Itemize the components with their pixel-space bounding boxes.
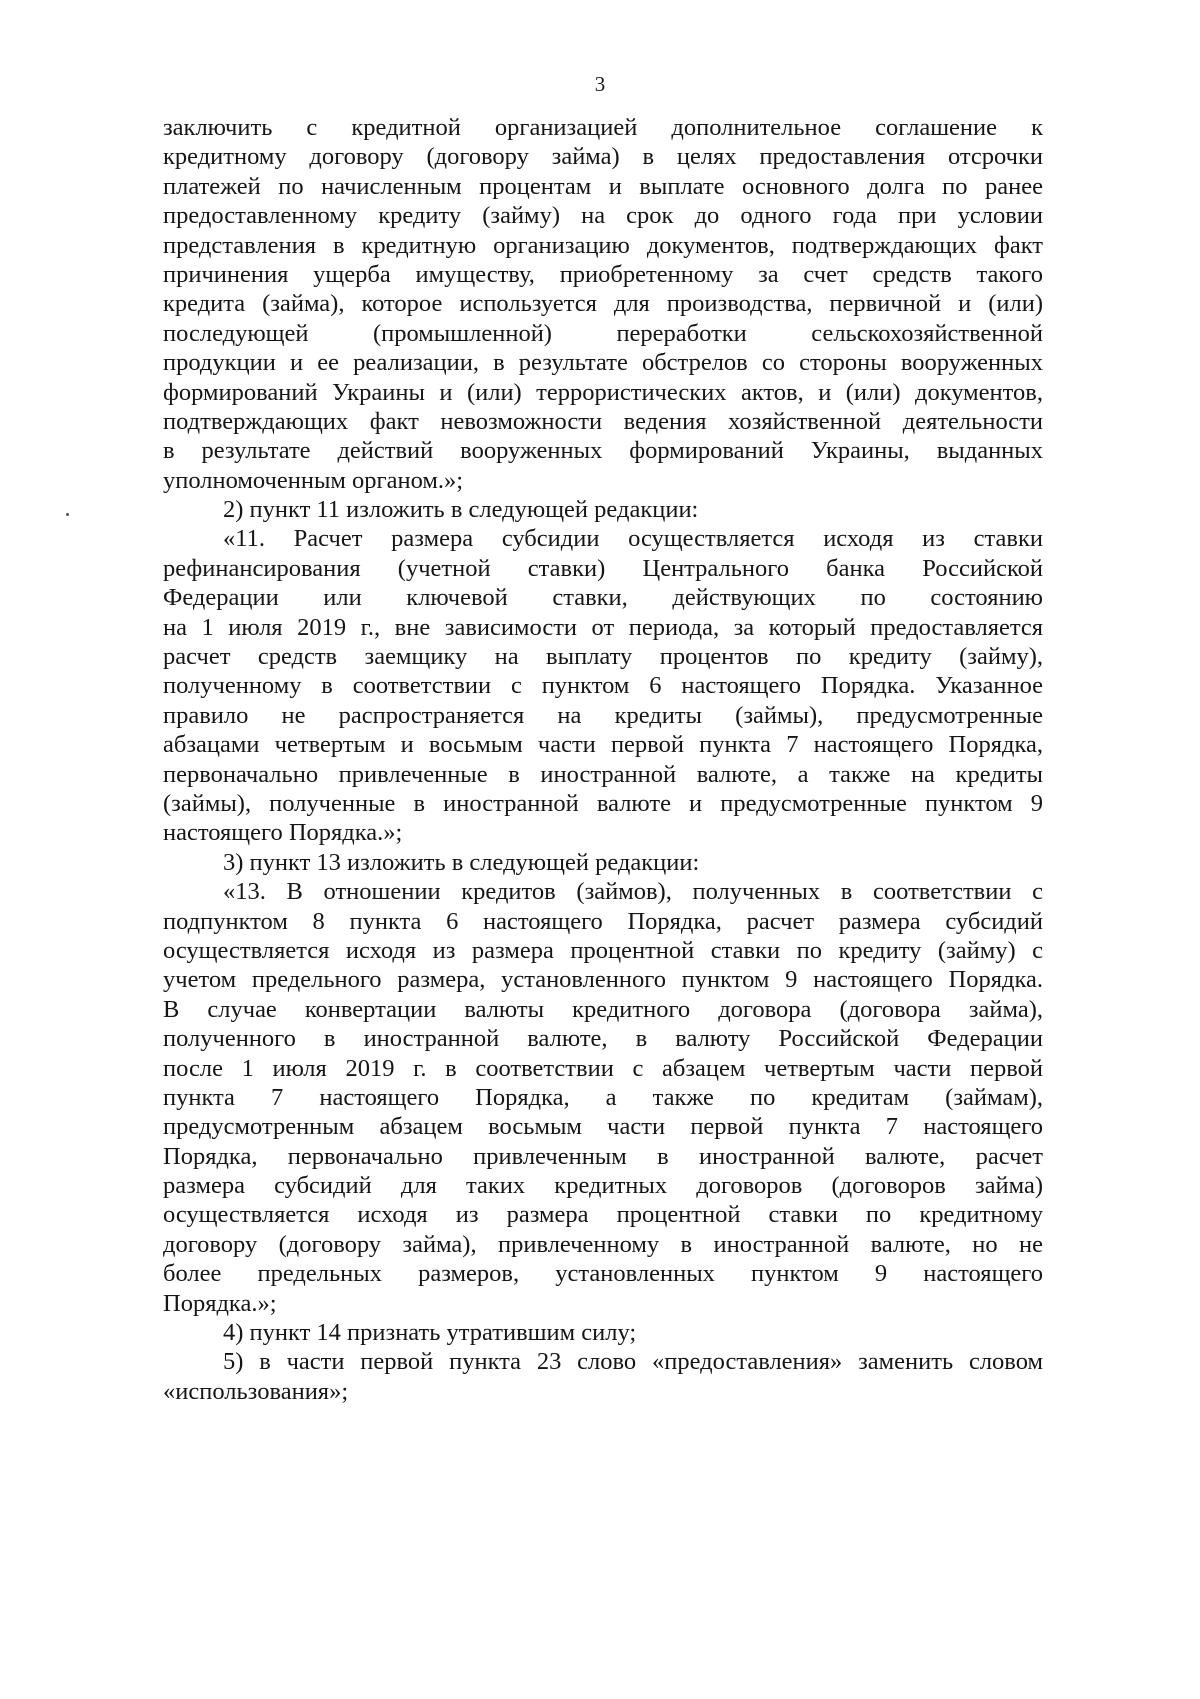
text-line: Федерации или ключевой ставки, действующих по состоянию <box>163 584 1043 612</box>
text-line: настоящего Порядка.»; <box>163 819 403 847</box>
text-line: полученному в соответствии с пунктом 6 настоящего Порядка. Указанное <box>163 672 1043 700</box>
text-line: В случае конвертации валюты кредитного договора (договора займа), <box>163 995 1043 1023</box>
text-line: подпунктом 8 пункта 6 настоящего Порядка, расчет размера субсидий <box>163 907 1043 935</box>
page-number: 3 <box>594 72 606 96</box>
text-line: заключить с кредитной организацией дополнительное соглашение к <box>163 114 1043 141</box>
text-line: кредитному договору (договору займа) в целях предоставления отсрочки <box>163 143 1043 171</box>
text-line: 2) пункт 11 изложить в следующей редакции: <box>223 496 699 524</box>
text-line: на 1 июля 2019 г., вне зависимости от периода, за который предоставляется <box>163 613 1043 641</box>
text-line: Порядка, первоначально привлеченным в иностранной валюте, расчет <box>163 1142 1043 1170</box>
text-line: после 1 июля 2019 г. в соответствии с абзацем четвертым части первой <box>163 1054 1043 1082</box>
text-line: «13. В отношении кредитов (займов), полученных в соответствии с <box>223 878 1043 906</box>
text-line: кредита (займа), которое используется для производства, первичной и (или) <box>163 290 1043 318</box>
text-line: договору (договору займа), привлеченному в иностранной валюте, но не <box>163 1230 1043 1258</box>
text-line: учетом предельного размера, установленного пунктом 9 настоящего Порядка. <box>163 966 1043 994</box>
text-line: Порядка.»; <box>163 1289 277 1317</box>
text-line: продукции и ее реализации, в результате обстрелов со стороны вооруженных <box>163 349 1043 377</box>
text-line: в результате действий вооруженных формирований Украины, выданных <box>163 437 1043 465</box>
text-line: причинения ущерба имуществу, приобретенному за счет средств такого <box>163 260 1043 288</box>
text-line: предоставленному кредиту (займу) на срок до одного года при условии <box>163 202 1043 230</box>
text-line: расчет средств заемщику на выплату процентов по кредиту (займу), <box>163 643 1043 671</box>
text-line: формирований Украины и (или) террористических актов, и (или) документов, <box>163 378 1043 406</box>
body-text <box>163 113 1043 1406</box>
text-line: (займы), полученные в иностранной валюте и предусмотренные пунктом 9 <box>163 789 1043 817</box>
text-line: подтверждающих факт невозможности ведения хозяйственной деятельности <box>163 407 1043 435</box>
text-line: абзацами четвертым и восьмым части первой пункта 7 настоящего Порядка, <box>163 731 1043 759</box>
text-line: первоначально привлеченные в иностранной валюте, а также на кредиты <box>163 760 1043 788</box>
text-line: предусмотренным абзацем восьмым части первой пункта 7 настоящего <box>163 1113 1043 1141</box>
text-line: «11. Расчет размера субсидии осуществляется исходя из ставки <box>223 525 1043 553</box>
text-line: представления в кредитную организацию документов, подтверждающих факт <box>163 231 1043 259</box>
text-line: осуществляется исходя из размера процентной ставки по кредитному <box>163 1201 1043 1229</box>
text-line: пункта 7 настоящего Порядка, а также по кредитам (займам), <box>163 1083 1043 1111</box>
text-line: правило не распространяется на кредиты (займы), предусмотренные <box>163 701 1043 729</box>
text-line: последующей (промышленной) переработки сельскохозяйственной <box>163 319 1043 347</box>
text-line: платежей по начисленным процентам и выплате основного долга по ранее <box>163 172 1043 200</box>
scan-speck <box>66 513 69 516</box>
text-line: рефинансирования (учетной ставки) Центрального банка Российской <box>163 554 1043 582</box>
text-line: «использования»; <box>163 1377 349 1405</box>
text-line: 4) пункт 14 признать утратившим силу; <box>223 1319 637 1347</box>
text-line: осуществляется исходя из размера процентной ставки по кредиту (займу) с <box>163 936 1043 964</box>
text-line: полученного в иностранной валюте, в валюту Российской Федерации <box>163 1025 1043 1053</box>
text-line: размера субсидий для таких кредитных договоров (договоров займа) <box>163 1172 1043 1200</box>
text-line: 5) в части первой пункта 23 слово «предоставления» заменить словом <box>223 1348 1043 1376</box>
text-line: уполномоченным органом.»; <box>163 466 464 494</box>
text-line: 3) пункт 13 изложить в следующей редакции: <box>223 848 700 876</box>
text-line: более предельных размеров, установленных пунктом 9 настоящего <box>163 1260 1043 1288</box>
